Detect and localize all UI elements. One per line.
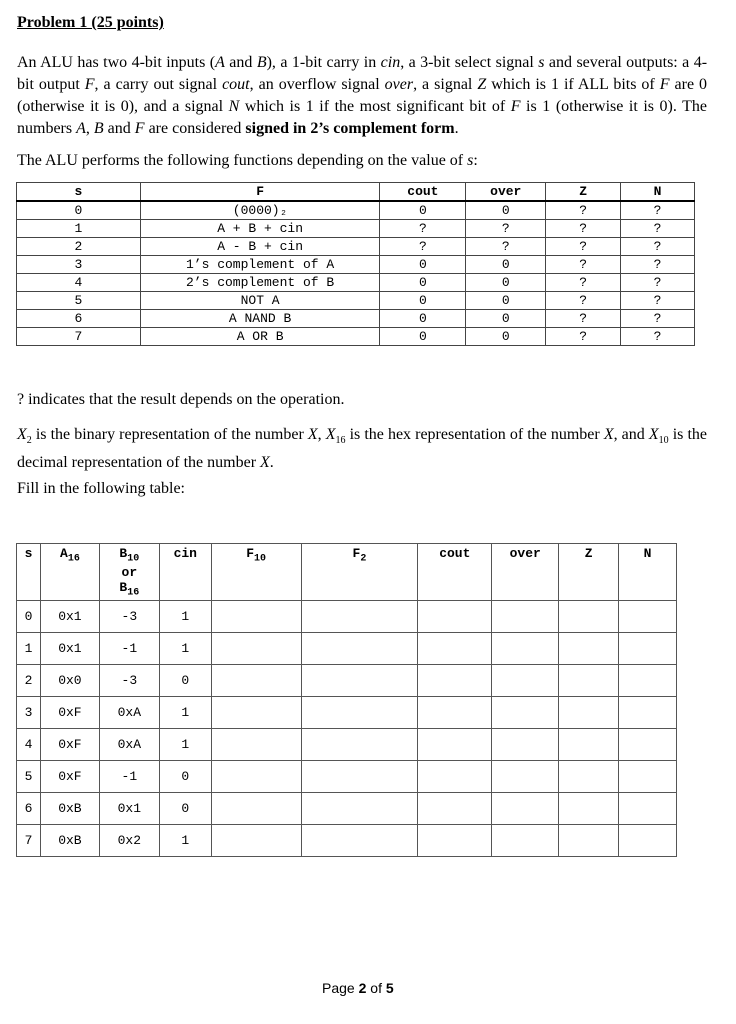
ops-cell-f: (0000)₂ — [140, 201, 380, 220]
fill-answer-f2[interactable] — [301, 601, 418, 633]
fill-row — [17, 761, 677, 793]
ops-cell-over: ? — [466, 220, 546, 238]
fill-row — [17, 697, 677, 729]
fill-answer-n[interactable] — [619, 665, 677, 697]
fill-answer-over[interactable] — [492, 633, 559, 665]
fill-answer-cout[interactable] — [418, 697, 492, 729]
ops-cell-z: ? — [546, 292, 621, 310]
fill-cell-cin: 1 — [159, 601, 211, 633]
fill-cell-b: -1 — [99, 761, 159, 793]
fill-answer-n[interactable] — [619, 633, 677, 665]
ops-row — [17, 220, 695, 238]
fill-cell-cin: 1 — [159, 825, 211, 857]
ops-cell-cout: 0 — [380, 310, 466, 328]
fill-cell-b: -3 — [99, 665, 159, 697]
ops-header-over: over — [466, 183, 546, 202]
fill-cell-s: 2 — [17, 665, 41, 697]
fill-header-z: Z — [559, 544, 619, 601]
fill-cell-s: 1 — [17, 633, 41, 665]
fill-row — [17, 633, 677, 665]
fill-row — [17, 601, 677, 633]
alu-operations-table — [16, 182, 695, 346]
fill-cell-b: 0x1 — [99, 793, 159, 825]
fill-answer-z[interactable] — [559, 825, 619, 857]
ops-row — [17, 292, 695, 310]
ops-cell-over: 0 — [466, 274, 546, 292]
ops-row — [17, 328, 695, 346]
fill-answer-over[interactable] — [492, 729, 559, 761]
fill-answer-f10[interactable] — [211, 633, 301, 665]
ops-cell-n: ? — [621, 292, 695, 310]
ops-cell-s: 1 — [17, 220, 141, 238]
fill-answer-z[interactable] — [559, 601, 619, 633]
fill-cell-s: 5 — [17, 761, 41, 793]
ops-cell-f: A OR B — [140, 328, 380, 346]
ops-cell-n: ? — [621, 310, 695, 328]
ops-cell-cout: 0 — [380, 292, 466, 310]
fill-header-s: s — [17, 544, 41, 601]
fill-header-f2: $F_2$ — [301, 544, 418, 601]
fill-answer-cout[interactable] — [418, 825, 492, 857]
ops-cell-s: 7 — [17, 328, 141, 346]
fill-answer-cout[interactable] — [418, 633, 492, 665]
ops-cell-z: ? — [546, 256, 621, 274]
fill-answer-cout[interactable] — [418, 729, 492, 761]
fill-answer-z[interactable] — [559, 665, 619, 697]
problem-description: An ALU has two 4-bit inputs (A and B), a 1-bit carry in cin, a 3-bit select signal s and several outputs: a 4-bit output F, a carry out signal cout, an overflow signal over, a signal Z which is 1 if ALL bits of F are 0 (otherwise it is 0), and a signal N which is 1 if the most significant bit of F is 1 (otherwise it is 0). The numbers A, B and F are considered signed in 2’s complement form. — [17, 54, 708, 137]
ops-cell-cout: ? — [380, 238, 466, 256]
ops-cell-z: ? — [546, 201, 621, 220]
fill-answer-f10[interactable] — [211, 665, 301, 697]
ops-cell-n: ? — [621, 220, 695, 238]
fill-answer-cout[interactable] — [418, 665, 492, 697]
ops-cell-over: 0 — [466, 201, 546, 220]
ops-row — [17, 310, 695, 328]
ops-cell-over: 0 — [466, 256, 546, 274]
ops-cell-z: ? — [546, 238, 621, 256]
ops-header-f: F — [140, 183, 380, 202]
fill-answer-n[interactable] — [619, 793, 677, 825]
fill-cell-s: 4 — [17, 729, 41, 761]
fill-answer-z[interactable] — [559, 761, 619, 793]
ops-cell-f: 2’s complement of B — [140, 274, 380, 292]
fill-answer-n[interactable] — [619, 761, 677, 793]
fill-cell-cin: 1 — [159, 729, 211, 761]
fill-in-table — [16, 543, 677, 857]
fill-cell-a: 0xF — [40, 697, 99, 729]
fill-cell-a: 0xF — [40, 729, 99, 761]
fill-answer-f2[interactable] — [301, 697, 418, 729]
fill-answer-f2[interactable] — [301, 825, 418, 857]
ops-cell-f: A + B + cin — [140, 220, 380, 238]
ops-cell-n: ? — [621, 274, 695, 292]
fill-answer-over[interactable] — [492, 793, 559, 825]
ops-cell-f: NOT A — [140, 292, 380, 310]
ops-cell-cout: 0 — [380, 256, 466, 274]
fill-answer-f2[interactable] — [301, 729, 418, 761]
ops-cell-over: 0 — [466, 328, 546, 346]
fill-cell-a: 0xF — [40, 761, 99, 793]
fill-answer-f10[interactable] — [211, 601, 301, 633]
page-footer: Page 2 of 5 — [322, 980, 394, 996]
fill-header-n: N — [619, 544, 677, 601]
note-text: ? indicates that the result depends on the operation. — [17, 391, 345, 408]
fill-row — [17, 825, 677, 857]
fill-answer-f10[interactable] — [211, 729, 301, 761]
fill-answer-z[interactable] — [559, 793, 619, 825]
fill-intro: Fill in the following table: — [17, 480, 185, 497]
fill-cell-s: 0 — [17, 601, 41, 633]
ops-cell-s: 4 — [17, 274, 141, 292]
ops-row — [17, 201, 695, 220]
ops-cell-z: ? — [546, 310, 621, 328]
functions-intro: The ALU performs the following functions depending on the value of s: — [17, 152, 478, 169]
ops-cell-over: ? — [466, 238, 546, 256]
fill-cell-a: 0x1 — [40, 601, 99, 633]
fill-answer-over[interactable] — [492, 761, 559, 793]
fill-answer-over[interactable] — [492, 825, 559, 857]
fill-cell-cin: 0 — [159, 761, 211, 793]
fill-header-cin: cin — [159, 544, 211, 601]
fill-header-b: $B_{10}$ or $B_{16}$ — [99, 544, 159, 601]
fill-answer-cout[interactable] — [418, 601, 492, 633]
ops-row — [17, 238, 695, 256]
fill-answer-z[interactable] — [559, 633, 619, 665]
fill-answer-f2[interactable] — [301, 761, 418, 793]
fill-header-row — [17, 544, 677, 601]
fill-cell-b: 0x2 — [99, 825, 159, 857]
fill-cell-b: -3 — [99, 601, 159, 633]
fill-answer-f10[interactable] — [211, 697, 301, 729]
fill-cell-cin: 0 — [159, 665, 211, 697]
ops-cell-n: ? — [621, 256, 695, 274]
ops-cell-s: 6 — [17, 310, 141, 328]
ops-cell-cout: 0 — [380, 201, 466, 220]
ops-cell-z: ? — [546, 274, 621, 292]
fill-answer-n[interactable] — [619, 729, 677, 761]
ops-header-n: N — [621, 183, 695, 202]
ops-cell-cout: 0 — [380, 328, 466, 346]
ops-cell-cout: 0 — [380, 274, 466, 292]
fill-cell-cin: 0 — [159, 793, 211, 825]
fill-answer-over[interactable] — [492, 665, 559, 697]
fill-answer-f10[interactable] — [211, 825, 301, 857]
fill-cell-a: 0x0 — [40, 665, 99, 697]
ops-header-row — [17, 183, 695, 202]
fill-cell-a: 0xB — [40, 825, 99, 857]
fill-cell-s: 6 — [17, 793, 41, 825]
fill-answer-f10[interactable] — [211, 793, 301, 825]
fill-cell-s: 7 — [17, 825, 41, 857]
fill-row — [17, 729, 677, 761]
fill-answer-n[interactable] — [619, 825, 677, 857]
ops-cell-cout: ? — [380, 220, 466, 238]
fill-answer-n[interactable] — [619, 601, 677, 633]
fill-header-f10: $F_{10}$ — [211, 544, 301, 601]
fill-row — [17, 793, 677, 825]
fill-cell-a: 0x1 — [40, 633, 99, 665]
fill-cell-cin: 1 — [159, 697, 211, 729]
ops-cell-n: ? — [621, 328, 695, 346]
ops-cell-n: ? — [621, 238, 695, 256]
fill-answer-z[interactable] — [559, 729, 619, 761]
ops-cell-over: 0 — [466, 292, 546, 310]
ops-header-s: s — [17, 183, 141, 202]
fill-answer-cout[interactable] — [418, 793, 492, 825]
fill-header-a: $A_{16}$ — [40, 544, 99, 601]
ops-header-z: Z — [546, 183, 621, 202]
ops-cell-s: 5 — [17, 292, 141, 310]
fill-header-over: over — [492, 544, 559, 601]
ops-cell-f: 1’s complement of A — [140, 256, 380, 274]
fill-cell-b: 0xA — [99, 729, 159, 761]
ops-row — [17, 256, 695, 274]
ops-header-cout: cout — [380, 183, 466, 202]
fill-cell-s: 3 — [17, 697, 41, 729]
ops-row — [17, 274, 695, 292]
ops-cell-z: ? — [546, 220, 621, 238]
fill-answer-cout[interactable] — [418, 761, 492, 793]
fill-answer-f10[interactable] — [211, 761, 301, 793]
fill-answer-n[interactable] — [619, 697, 677, 729]
ops-cell-s: 3 — [17, 256, 141, 274]
ops-cell-z: ? — [546, 328, 621, 346]
ops-cell-s: 2 — [17, 238, 141, 256]
fill-answer-f2[interactable] — [301, 665, 418, 697]
fill-cell-a: 0xB — [40, 793, 99, 825]
ops-cell-n: ? — [621, 201, 695, 220]
fill-answer-over[interactable] — [492, 697, 559, 729]
problem-title: Problem 1 (25 points) — [17, 14, 164, 31]
fill-answer-over[interactable] — [492, 601, 559, 633]
fill-row — [17, 665, 677, 697]
ops-cell-over: 0 — [466, 310, 546, 328]
fill-answer-z[interactable] — [559, 697, 619, 729]
ops-cell-f: A - B + cin — [140, 238, 380, 256]
fill-cell-b: -1 — [99, 633, 159, 665]
notation-text: $X_2$ is the binary representation of the number X, $X_{16}$ is the hex representation of the number X, and $X_{10}$ is the decimal representation of the number X. — [17, 426, 708, 472]
fill-answer-f2[interactable] — [301, 633, 418, 665]
fill-cell-b: 0xA — [99, 697, 159, 729]
ops-cell-s: 0 — [17, 201, 141, 220]
fill-header-cout: cout — [418, 544, 492, 601]
fill-answer-f2[interactable] — [301, 793, 418, 825]
fill-cell-cin: 1 — [159, 633, 211, 665]
ops-cell-f: A NAND B — [140, 310, 380, 328]
